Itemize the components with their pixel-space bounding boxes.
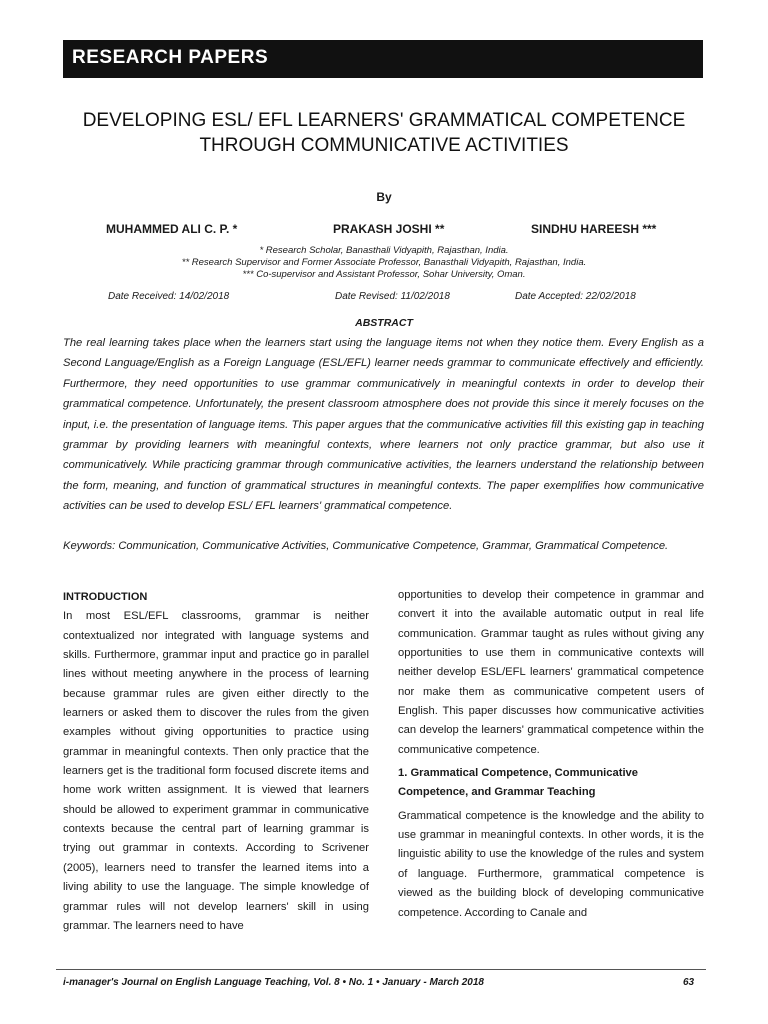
section-1-heading: 1. Grammatical Competence, Communicative Competence, and Grammar Teaching bbox=[398, 767, 638, 799]
abstract-heading: ABSTRACT bbox=[355, 317, 413, 329]
introduction-heading: INTRODUCTION bbox=[63, 591, 148, 603]
keywords: Keywords: Communication, Communicative Activities, Communicative Competence, Grammar, Grammatical Competence. bbox=[63, 540, 669, 552]
affiliations bbox=[0, 245, 768, 281]
date-received: Date Received: 14/02/2018 bbox=[108, 291, 230, 302]
left-column bbox=[63, 588, 369, 936]
title-line-2: THROUGH COMMUNICATIVE ACTIVITIES bbox=[199, 135, 569, 156]
date-revised: Date Revised: 11/02/2018 bbox=[335, 291, 450, 302]
section-1-text: Grammatical competence is the knowledge and the ability to use grammar in meaningful contexts. In other words, it is the linguistic ability to use the knowledge of the rules and system of language. Furthermore, grammatical competence is viewed as the building block of developing communicative competence. According to Canale and bbox=[398, 809, 704, 919]
paper-title bbox=[40, 108, 728, 158]
affiliation-1: * Research Scholar, Banasthali Vidyapith, Rajasthan, India. bbox=[259, 245, 509, 256]
by-label: By bbox=[376, 190, 392, 204]
right-column bbox=[398, 586, 704, 923]
right-paragraph-1: opportunities to develop their competence in grammar and convert it into the available automatic output in real life communication. Grammar taught as rules without giving any opportunities to use them in communicative contexts will neither develop ESL/EFL learners' grammatical competence nor make them as communicative competent users of English. This paper discusses how communicative activities can develop the learners' grammatical competence within the communicative competence. bbox=[398, 589, 704, 756]
date-accepted: Date Accepted: 22/02/2018 bbox=[515, 291, 636, 302]
title-line-1: DEVELOPING ESL/ EFL LEARNERS' GRAMMATICAL COMPETENCE bbox=[82, 110, 686, 131]
affiliation-3: *** Co-supervisor and Assistant Professor, Sohar University, Oman. bbox=[242, 269, 526, 280]
journal-citation: i-manager's Journal on English Language Teaching, Vol. 8 • No. 1 • January - March 2018 bbox=[63, 977, 484, 988]
section-banner bbox=[63, 40, 703, 78]
page-number: 63 bbox=[683, 977, 695, 988]
introduction-text: In most ESL/EFL classrooms, grammar is neither contextualized nor integrated with language systems and skills. Furthermore, grammar input and practice go in parallel lines without meeting anywhere in the process of learning because grammar rules are given either directly to the learners or asked them to discover the rules from the given examples without giving opportunities to practice using grammar in meaningful contexts. Then only practice that the learners get is the traditional form focused discrete items and home work written assignment. It is viewed that learners should be allowed to experiment grammar in communicative contexts because the central part of learning grammar is trying out grammar in contexts. According to Scrivener (2005), learners need to transfer the learned items into a living ability to use the language. The simple knowledge of grammar rules will not develop learners' skill in using grammar. The learners need to have bbox=[63, 610, 369, 932]
section-label: RESEARCH PAPERS bbox=[72, 47, 269, 68]
author-1: MUHAMMED ALI C. P. * bbox=[106, 222, 238, 236]
affiliation-2: ** Research Supervisor and Former Associate Professor, Banasthali Vidyapith, Rajasthan, India. bbox=[181, 257, 587, 268]
author-2: PRAKASH JOSHI ** bbox=[333, 222, 445, 236]
author-3: SINDHU HAREESH *** bbox=[531, 222, 657, 236]
abstract-text: The real learning takes place when the learners start using the language items not when they notice them. Every English as a Second Language/English as a Foreign Language (ESL/EFL) learner needs grammar to communicate effectively and efficiently. Furthermore, they need opportunities to use grammar communicatively in meaningful contexts in order to develop their grammatical competence. Unfortunately, the present classroom atmosphere does not provide this since it merely focuses on the input, i.e. the presentation of language items. This paper argues that the communicative activities fill this existing gap in teaching grammar by providing learners with meaningful contexts, where learners not only practice grammar, but also use it communicatively. While practicing grammar through communicative activities, the learners understand the relationship between the form, meaning, and function of grammatical structures in meaningful contexts. The paper exemplifies how communicative activities can be used to develop ESL/ EFL learners' grammatical competence. bbox=[63, 337, 704, 513]
footer-divider bbox=[56, 969, 706, 970]
